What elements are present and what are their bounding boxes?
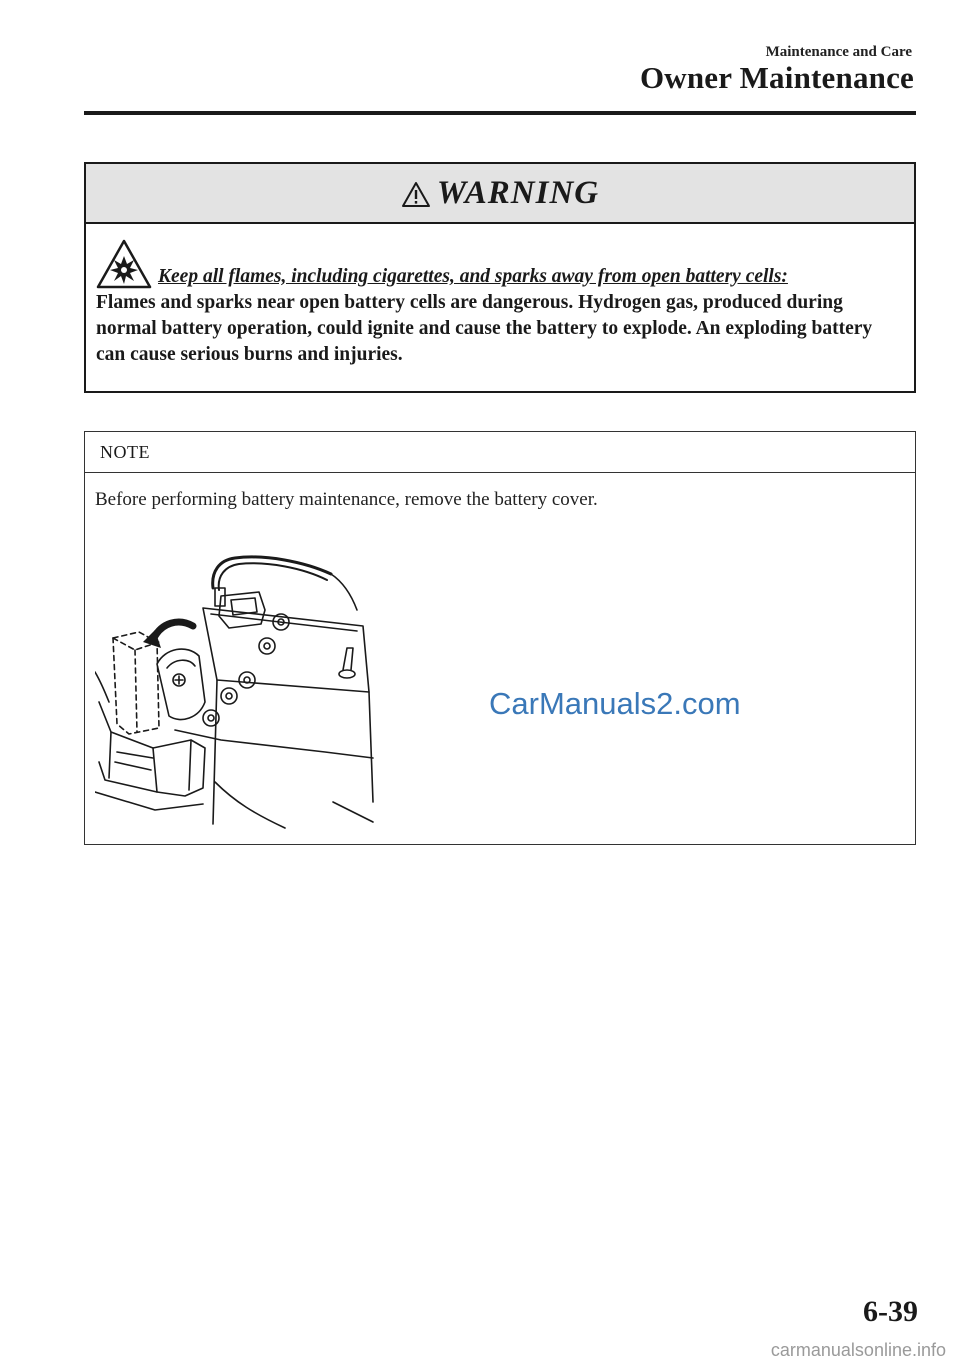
warning-lead-text: Keep all flames, including cigarettes, and sparks away from open battery cells: <box>158 266 788 287</box>
warning-box <box>84 162 916 393</box>
note-text: Before performing battery maintenance, remove the battery cover. <box>95 489 598 510</box>
page-number: 6-39 <box>863 1295 918 1328</box>
warning-body-text: Flames and sparks near open battery cells are dangerous. Hydrogen gas, produced during normal battery operation, could ignite and cause the battery to explode. An exploding battery can cause serious burns and injuries. <box>96 292 873 365</box>
header-section-title: Maintenance and Care <box>765 44 912 60</box>
note-title: NOTE <box>85 432 915 473</box>
battery-cover-illustration <box>95 552 385 837</box>
footer-watermark: carmanualsonline.info <box>770 1340 946 1360</box>
header-chapter-title: Owner Maintenance <box>639 60 914 95</box>
warning-header <box>86 164 914 224</box>
warning-triangle-icon <box>401 181 431 208</box>
warning-body <box>86 224 914 368</box>
header-rule <box>84 111 916 115</box>
warning-title: WARNING <box>436 174 600 211</box>
note-box <box>84 431 916 845</box>
explosion-icon <box>96 238 152 290</box>
watermark-text: CarManuals2.com <box>489 686 741 721</box>
